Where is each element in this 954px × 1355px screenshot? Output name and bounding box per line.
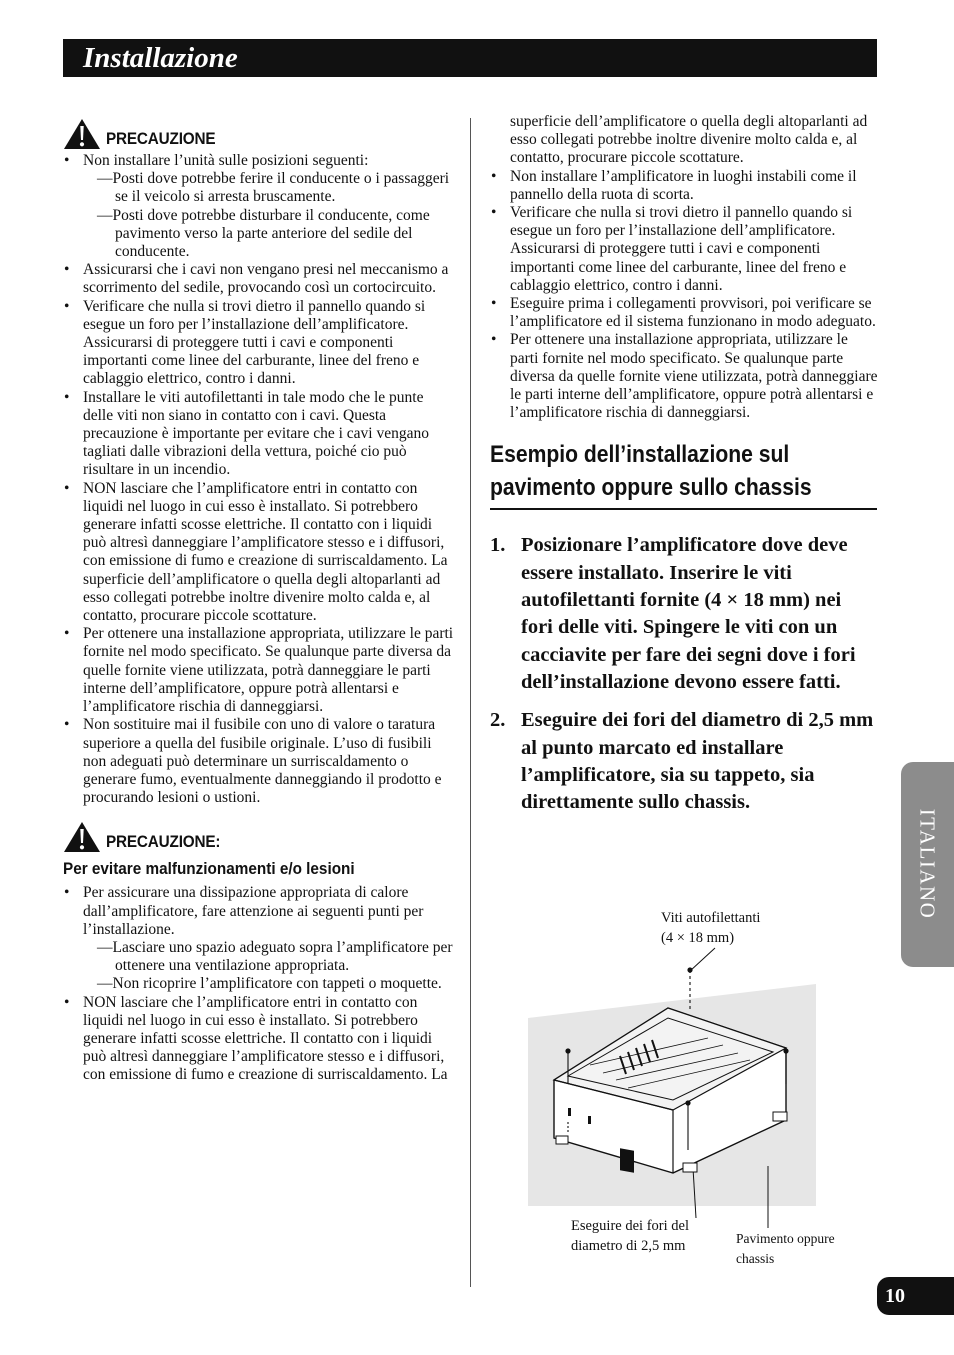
- language-label: ITALIANO: [915, 808, 940, 920]
- step-text: Posizionare l’amplificatore dove deve essere installato. Inserire le viti autofilettanti fornite (4 × 18 mm) nei fori delle viti. Spingere le viti con un cacciavite per fare dei segni dove i fori dell’installazione devono essere fatti.: [521, 534, 856, 693]
- list-item: • Per ottenere una installazione appropriata, utilizzare le parti fornite nel modo specificato. Se qualunque parte diversa da quelle fornite viene utilizzata, potrà danneggiare le parti interne dell’amplificatore, oppure potrà allentarsi e l’amplificatore rischia di danneggiarsi.: [490, 331, 878, 422]
- page-title: Installazione: [83, 42, 238, 74]
- list-item: • Per assicurare una dissipazione appropriata di calore dall’amplificatore, fare attenzione ai seguenti punti per l’installazione. —Lasciare uno spazio adeguato sopra l’amplificatore per ottenere una ventilazione appropriata. —Non ricoprire l’amplificatore con tappeti o moquette.: [63, 884, 456, 993]
- caution-subheading: Per evitare malfunzionamenti e/o lesioni: [63, 859, 355, 879]
- figure-label-screws: Viti autofilettanti (4 × 18 mm): [661, 910, 761, 946]
- list-item: • Verificare che nulla si trovi dietro il pannello quando si esegue un foro per l’installazione dell’amplificatore. Assicurarsi di proteggere tutti i cavi e componenti importanti come linee del carburante, linee del freno e cablaggio elettrico, contro i danni.: [490, 204, 878, 295]
- caution-label: PRECAUZIONE: [106, 129, 216, 148]
- list-item: • Non installare l’amplificatore in luoghi instabili come il pannello della ruota di scorta.: [490, 168, 878, 204]
- list-item: • Verificare che nulla si trovi dietro il pannello quando si esegue un foro per l’installazione dell’amplificatore. Assicurarsi di proteggere tutti i cavi e componenti importanti come linee del carburante, linee del freno e cablaggio elettrico, contro i danni.: [63, 298, 456, 389]
- section-title: Esempio dell’installazione sul pavimento oppure sullo chassis: [490, 438, 877, 510]
- right-column: [490, 113, 878, 827]
- continued-text: [490, 113, 878, 168]
- list-item: • Per ottenere una installazione appropriata, utilizzare le parti fornite nel modo specificato. Se qualunque parte diversa da quelle fornite viene utilizzata, potrà danneggiare le parti interne dell’amplificatore, oppure potrà allentarsi e l’amplificatore rischia di danneggiarsi.: [63, 625, 456, 716]
- list-item: superficie dell’amplificatore o quella degli altoparlanti ad esso collegati potrebbe inoltre divenire molto calda e, al contatto, procurare piccole scottature.: [510, 113, 868, 167]
- list-item: • NON lasciare che l’amplificatore entri in contatto con liquidi nel luogo in cui esso è installato. Si potrebbero generare infatti scosse elettriche. Il contatto con i liquidi può altresì danneggiare l’amplificatore stesso e i diffusori, con emissione di fumo e creazione di surriscaldamento. La superficie dell’amplificatore o quella degli altoparlanti ad esso collegati potrebbe inoltre divenire molto calda e, al contatto, procurare piccole scottature.: [63, 480, 456, 626]
- dash-item: —Posti dove potrebbe disturbare il conducente, come pavimento verso la parte anteriore del sedile del conducente.: [97, 206, 430, 261]
- dash-item: —Non ricoprire l’amplificatore con tappeti o moquette.: [97, 975, 442, 993]
- list-item: • Installare le viti autofilettanti in tale modo che le punte delle viti non siano in contatto con i cavi. Questa precauzione è importante per evitare che i cavi vengano tagliati dalle vibrazioni della vettura, poiché cio può risultare in un incendio.: [63, 389, 456, 480]
- page-header: [63, 39, 877, 77]
- warning-icon: [63, 821, 101, 853]
- figure-label-floor: Pavimento oppure chassis: [736, 1231, 835, 1266]
- caution-label: PRECAUZIONE:: [106, 832, 221, 852]
- page-number-tab: [877, 1277, 954, 1315]
- step-number: 1.: [490, 534, 506, 557]
- step-list: [490, 532, 878, 816]
- dash-item: —Posti dove potrebbe ferire il conducente o i passaggeri se il veicolo si arresta bruscamente.: [97, 170, 450, 206]
- dash-item: —Lasciare uno spazio adeguato sopra l’amplificatore per ottenere una ventilazione appropriata.: [97, 938, 453, 975]
- page-number: 10: [885, 1285, 905, 1307]
- step-item: [490, 532, 878, 696]
- left-column: [63, 118, 456, 1085]
- step-item: [490, 707, 878, 816]
- list-item: • Assicurarsi che i cavi non vengano presi nel meccanismo a scorrimento del sedile, provocando così un cortocircuito.: [63, 261, 456, 297]
- step-text: Eseguire dei fori del diametro di 2,5 mm al punto marcato ed installare l’amplificatore, sia su tappeto, sia direttamente sullo chassis.: [521, 709, 874, 814]
- list-item: • Non sostituire mai il fusibile con uno di valore o taratura superiore a quella del fusibile originale. L’uso di fusibili non adeguati può determinare un surriscaldamento o generare fumo, eventualmente danneggiando il prodotto e procurando lesioni o ustioni.: [63, 716, 456, 807]
- caution-heading: [63, 821, 456, 853]
- caution-list: [63, 152, 456, 807]
- step-number: 2.: [490, 709, 506, 732]
- column-divider: [470, 118, 471, 1287]
- list-item: • Non installare l’unità sulle posizioni seguenti: —Posti dove potrebbe ferire il conducente o i passaggeri se il veicolo si arresta bruscamente. —Posti dove potrebbe disturbare il conducente, come pavimento verso la parte anteriore del sedile del conducente.: [63, 152, 456, 261]
- caution-heading: [63, 118, 456, 150]
- figure-label-holes: Eseguire dei fori del diametro di 2,5 mm: [571, 1218, 689, 1254]
- caution-list: [63, 884, 456, 1084]
- list-item: • NON lasciare che l’amplificatore entri in contatto con liquidi nel luogo in cui esso è installato. Si potrebbero generare infatti scosse elettriche. Il contatto con i liquidi può altresì danneggiare l’amplificatore stesso e i diffusori, con emissione di fumo e creazione di surriscaldamento. La: [63, 994, 456, 1085]
- list-item: • Eseguire prima i collegamenti provvisori, poi verificare se l’amplificatore ed il sistema funzionano in modo adeguato.: [490, 295, 878, 331]
- caution-list: [490, 168, 878, 423]
- installation-figure: [528, 908, 858, 1273]
- warning-icon: [63, 118, 101, 150]
- language-tab: [901, 762, 954, 967]
